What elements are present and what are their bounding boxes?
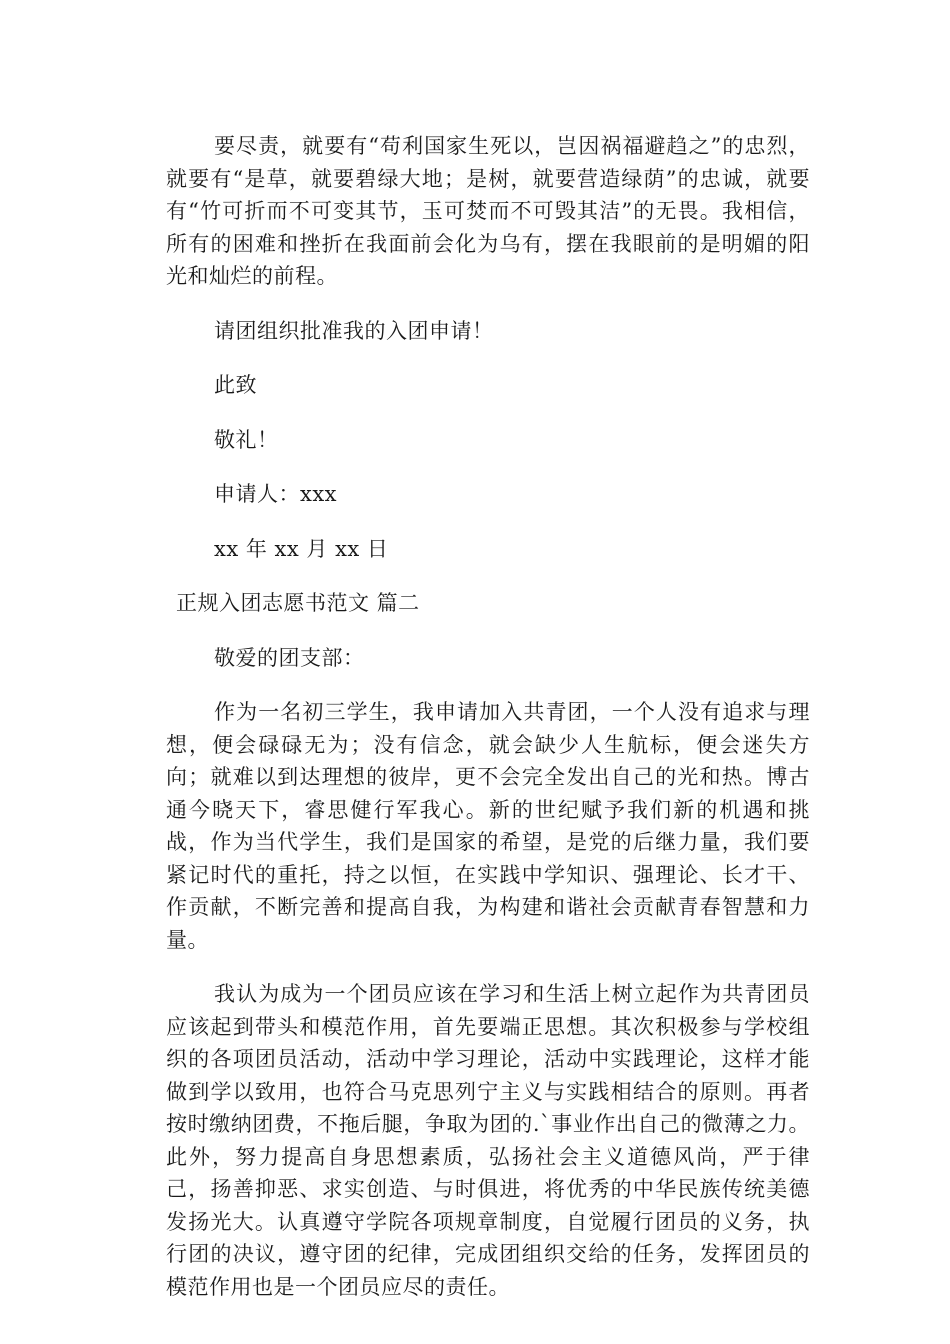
paragraph-duty: 要尽责，就要有“苟利国家生死以，岂因祸福避趋之”的忠烈，就要有“是草，就要碧绿大地；是树，就要营造绿荫”的忠诚，就要有“竹可折而不可变其节，玉可焚而不可毁其洁”的无畏。我相信，所有的困难和挫折在我面前会化为乌有，摆在我眼前的是明媚的阳光和灿烂的前程。 xyxy=(166,134,810,288)
section-title: 正规入团志愿书范文 篇二 xyxy=(176,591,420,615)
paragraph-responsibility: 我认为成为一个团员应该在学习和生活上树立起作为共青团员应该起到带头和模范作用，首先要端正思想。其次积极参与学校组织的各项团员活动，活动中学习理论，活动中实践理论，这样才能做到学以致用，也符合马克思列宁主义与实践相结合的原则。再者按时缴纳团费，不拖后腿，争取为团的.`事业作出自己的微薄之力。此外，努力提高自身思想素质，弘扬社会主义道德风尚，严于律己，扬善抑恶、求实创造、与时俱进，将优秀的中华民族传统美德发扬光大。认真遵守学院各项规章制度，自觉履行团员的义务，执行团的决议，遵守团的纪律，完成团组织交给的任务，发挥团员的模范作用也是一个团员应尽的责任。 xyxy=(166,982,810,1299)
closing-line-2: 敬礼！ xyxy=(214,427,279,452)
date-line: xx 年 xx 月 xx 日 xyxy=(214,536,389,561)
applicant-line: 申请人：xxx xyxy=(214,482,338,506)
salutation: 敬爱的团支部： xyxy=(214,645,365,670)
closing-line-1: 此致 xyxy=(214,373,257,397)
document-body xyxy=(166,130,810,1303)
paragraph-intro: 作为一名初三学生，我申请加入共青团，一个人没有追求与理想，便会碌碌无为；没有信念，就会缺少人生航标，便会迷失方向；就难以到达理想的彼岸，更不会完全发出自己的光和热。博古通今晓天下，睿思健行军我心。新的世纪赋予我们新的机遇和挑战，作为当代学生，我们是国家的希望，是党的后继力量，我们要紧记时代的重托，持之以恒，在实践中学知识、强理论、长才干、作贡献，不断完善和提高自我，为构建和谐社会贡献青春智慧和力量。 xyxy=(166,700,810,952)
paragraph-request: 请团组织批准我的入团申请！ xyxy=(214,318,494,343)
